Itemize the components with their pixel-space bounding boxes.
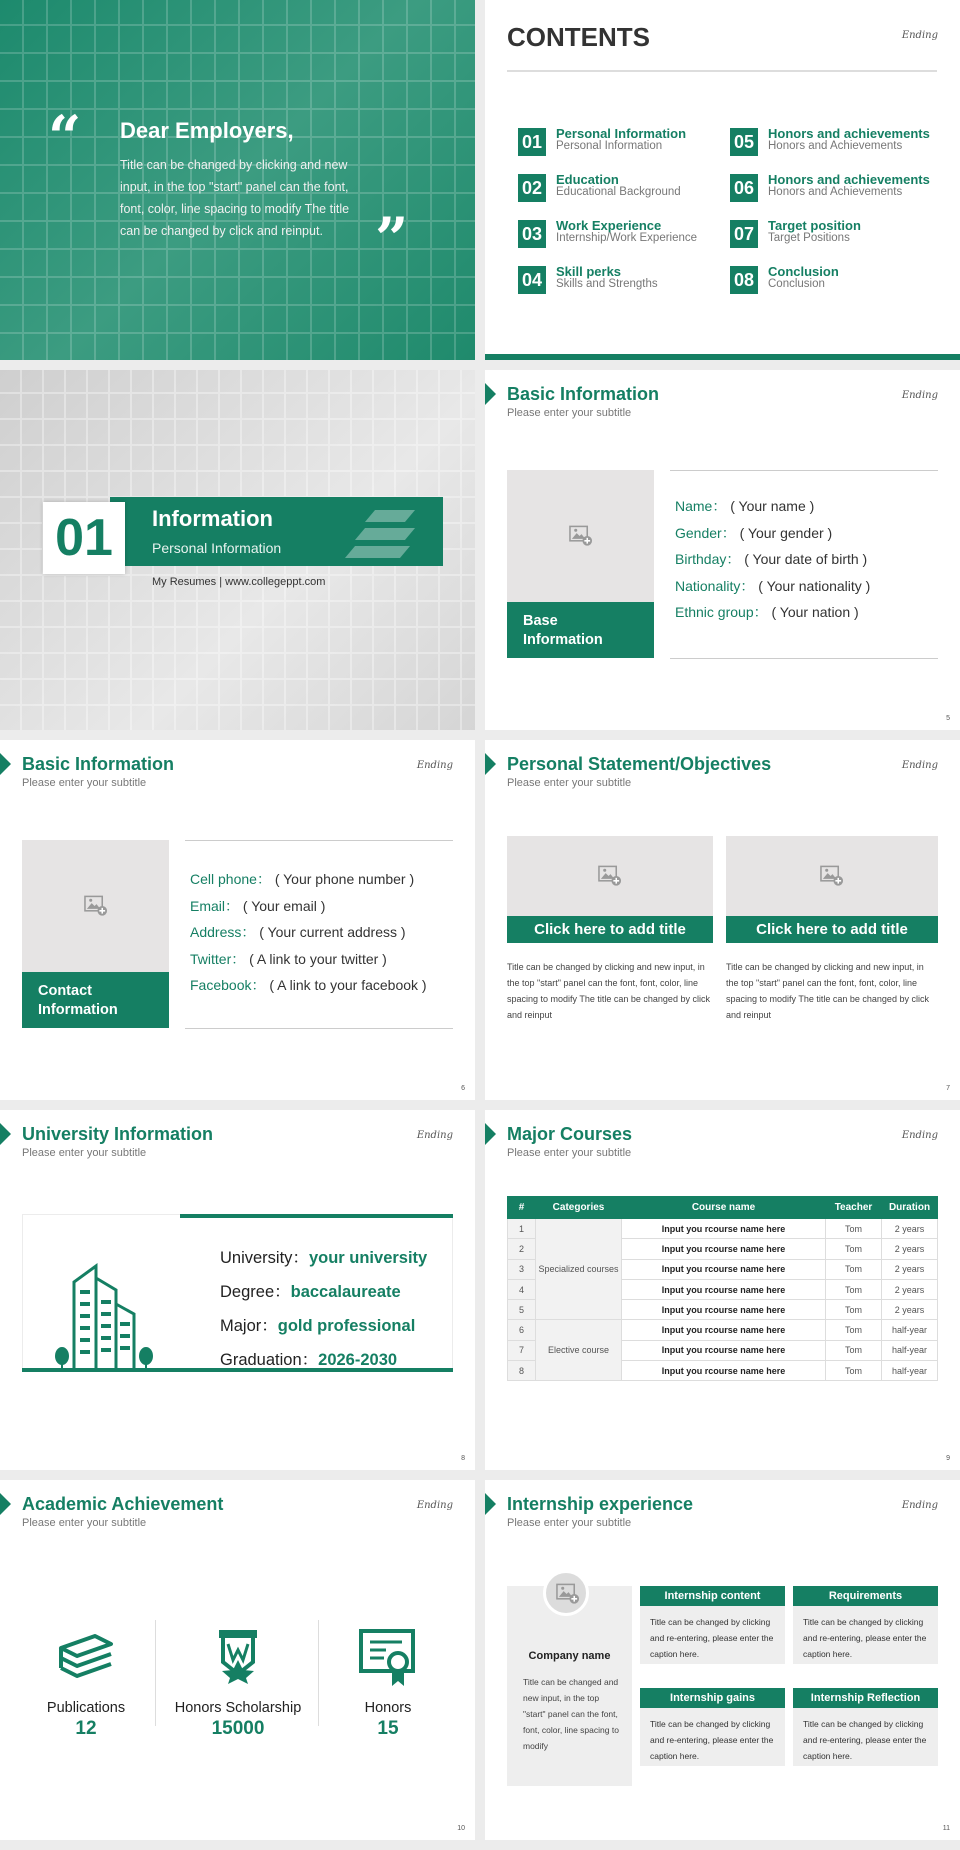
table-row — [508, 1320, 938, 1340]
item-subtitle: Honors and Achievements — [768, 140, 903, 152]
contents-item[interactable] — [518, 218, 728, 258]
info-field — [190, 975, 427, 995]
item-number: 02 — [518, 174, 546, 202]
statement-card — [507, 836, 713, 1023]
divider — [670, 658, 938, 659]
teacher-cell: Tom — [826, 1340, 882, 1360]
item-number: 01 — [518, 128, 546, 156]
duration-cell: half-year — [882, 1320, 938, 1340]
card-title-button[interactable]: Click here to add title — [507, 916, 713, 943]
contents-item[interactable] — [730, 218, 940, 258]
image-placeholder[interactable] — [22, 840, 169, 972]
company-card — [507, 1586, 632, 1786]
item-subtitle: Skills and Strengths — [556, 278, 658, 290]
contents-item[interactable] — [730, 264, 940, 304]
contents-item[interactable] — [730, 126, 940, 166]
slide-title: Academic Achievement — [22, 1494, 224, 1514]
slide-subtitle: Please enter your subtitle — [22, 1147, 147, 1159]
section-footer: My Resumes | www.collegeppt.com — [152, 576, 326, 588]
column-header: Duration — [882, 1197, 938, 1219]
field-key: Twitter： — [190, 950, 246, 967]
course-name: Input you rcourse name here — [622, 1259, 826, 1279]
field-value: ( Your current address ) — [259, 924, 406, 940]
university-field — [220, 1312, 415, 1336]
box-text: Title can be changed by clicking and re-entering, please enter the caption here. — [640, 1708, 785, 1766]
course-name: Input you rcourse name here — [622, 1219, 826, 1239]
open-quote-icon: “ — [48, 103, 82, 171]
buildings-icon — [50, 1260, 170, 1372]
photo-card — [22, 840, 169, 1028]
section-number: 01 — [43, 502, 125, 574]
field-key: Email： — [190, 897, 240, 914]
item-number: 03 — [518, 220, 546, 248]
achievement-item — [168, 1628, 308, 1740]
card-text: Title can be changed by clicking and new input, in the top "start" panel can the font, font, color, line spacing to modify The title can be changed by click and reinput — [726, 962, 929, 1020]
divider — [155, 1620, 156, 1726]
info-box — [793, 1688, 938, 1766]
slide-internship-experience — [485, 1480, 960, 1840]
info-field — [675, 602, 859, 622]
accent-line — [180, 1214, 453, 1218]
university-field — [220, 1244, 427, 1268]
field-key: Degree： — [220, 1283, 291, 1301]
signature-logo: Ending — [416, 1130, 453, 1141]
letter-body: Title can be changed by clicking and new input, in the top "start" panel can the font, font, color, line spacing to modify The title can be changed by click and reinput. — [120, 158, 350, 238]
info-box — [793, 1586, 938, 1664]
field-value: gold professional — [277, 1317, 416, 1335]
divider — [185, 1028, 453, 1029]
title-marker-icon — [485, 383, 496, 405]
field-key: Graduation： — [220, 1351, 319, 1369]
page-number: 5 — [946, 715, 950, 722]
field-key: Major： — [220, 1317, 278, 1335]
signature-logo: Ending — [901, 1130, 938, 1141]
slide-basic-information — [485, 370, 960, 730]
box-text: Title can be changed by clicking and re-entering, please enter the caption here. — [793, 1708, 938, 1766]
field-key: Birthday： — [675, 551, 741, 567]
achievement-label: Honors Scholarship — [174, 1700, 302, 1716]
slide-academic-achievement — [0, 1480, 475, 1840]
field-value: ( A link to your twitter ) — [249, 950, 387, 967]
duration-cell: half-year — [882, 1361, 938, 1381]
box-title: Requirements — [793, 1586, 938, 1606]
item-number: 04 — [518, 266, 546, 294]
slide-subtitle: Please enter your subtitle — [507, 407, 632, 419]
slide-university-information — [0, 1110, 475, 1470]
contents-title: CONTENTS — [507, 22, 650, 52]
add-image-icon — [820, 865, 844, 887]
field-value: your university — [308, 1249, 428, 1267]
page-number: 11 — [942, 1825, 950, 1832]
course-name: Input you rcourse name here — [622, 1279, 826, 1299]
slide-subtitle: Please enter your subtitle — [507, 777, 632, 789]
field-key: Facebook： — [190, 977, 266, 993]
contents-item[interactable] — [518, 264, 728, 304]
item-number: 08 — [730, 266, 758, 294]
medal-icon — [213, 1628, 263, 1688]
title-marker-icon — [0, 1123, 11, 1145]
course-name: Input you rcourse name here — [622, 1320, 826, 1340]
card-title-button[interactable]: Click here to add title — [726, 916, 938, 943]
bottom-accent-bar — [485, 354, 960, 360]
field-value: ( Your name ) — [730, 498, 815, 514]
contents-item[interactable] — [518, 172, 728, 212]
item-title: Honors and achievements — [768, 126, 930, 141]
field-key: Name： — [675, 498, 727, 514]
slide-title: University Information — [22, 1124, 214, 1144]
item-subtitle: Target Positions — [768, 232, 850, 244]
achievement-item — [318, 1628, 458, 1740]
slide-subtitle: Please enter your subtitle — [507, 1147, 632, 1159]
item-title: Skill perks — [556, 264, 622, 279]
item-subtitle: Honors and Achievements — [768, 186, 903, 198]
row-number: 2 — [508, 1239, 536, 1259]
box-title: Internship content — [640, 1586, 785, 1606]
signature-logo: Ending — [416, 1500, 453, 1511]
info-field — [190, 896, 325, 916]
title-marker-icon — [485, 1493, 496, 1515]
add-image-icon — [84, 895, 108, 917]
slide-title: Basic Information — [22, 754, 175, 774]
teacher-cell: Tom — [826, 1320, 882, 1340]
slide-subtitle: Please enter your subtitle — [22, 1517, 147, 1529]
info-field — [675, 576, 870, 596]
field-value: ( Your email ) — [242, 897, 326, 914]
field-value: ( Your date of birth ) — [744, 551, 868, 567]
item-subtitle: Internship/Work Experience — [556, 232, 698, 244]
item-subtitle: Educational Background — [556, 186, 681, 198]
company-logo-placeholder[interactable] — [543, 1570, 589, 1616]
item-number: 07 — [730, 220, 758, 248]
duration-cell: 2 years — [882, 1279, 938, 1299]
field-key: Ethnic group： — [675, 604, 768, 620]
card-label: Contact Information — [22, 972, 169, 1028]
duration-cell: 2 years — [882, 1259, 938, 1279]
row-number: 5 — [508, 1300, 536, 1320]
decorative-stripe — [345, 546, 410, 558]
item-number: 06 — [730, 174, 758, 202]
info-field — [190, 949, 387, 969]
title-marker-icon — [485, 753, 496, 775]
category-cell: Elective course — [536, 1320, 622, 1381]
photo-card — [507, 470, 654, 658]
field-key: Nationality： — [675, 577, 755, 594]
contents-item[interactable] — [730, 172, 940, 212]
field-value: 2026-2030 — [318, 1351, 398, 1369]
column-header: Course name — [622, 1197, 826, 1219]
image-placeholder[interactable] — [507, 470, 654, 602]
page-number: 6 — [461, 1085, 465, 1092]
info-field — [675, 549, 867, 569]
course-name: Input you rcourse name here — [622, 1239, 826, 1259]
page-number: 7 — [946, 1085, 950, 1092]
slide-personal-statement — [485, 740, 960, 1100]
image-placeholder[interactable] — [726, 836, 938, 916]
card-label: Base Information — [507, 602, 654, 658]
achievement-value: 12 — [75, 1718, 97, 1739]
page-number: 10 — [457, 1825, 465, 1832]
statement-card — [726, 836, 938, 1023]
teacher-cell: Tom — [826, 1279, 882, 1299]
row-number: 8 — [508, 1361, 536, 1381]
section-title: Information — [152, 506, 273, 531]
box-text: Title can be changed by clicking and re-entering, please enter the caption here. — [640, 1606, 785, 1664]
course-name: Input you rcourse name here — [622, 1340, 826, 1360]
item-subtitle: Personal Information — [556, 140, 663, 152]
item-subtitle: Conclusion — [768, 278, 825, 290]
info-box — [640, 1688, 785, 1766]
info-field — [190, 922, 406, 942]
column-header: Categories — [536, 1197, 622, 1219]
item-number: 05 — [730, 128, 758, 156]
item-title: Conclusion — [768, 264, 839, 279]
row-number: 3 — [508, 1259, 536, 1279]
add-image-icon — [569, 525, 593, 547]
section-subtitle: Personal Information — [152, 540, 282, 556]
title-marker-icon — [0, 1493, 11, 1515]
slide-cover-letter — [0, 0, 475, 360]
item-title: Target position — [768, 218, 861, 233]
slide-subtitle: Please enter your subtitle — [507, 1517, 632, 1529]
signature-logo: Ending — [901, 30, 938, 41]
row-number: 6 — [508, 1320, 536, 1340]
signature-logo: Ending — [901, 390, 938, 401]
info-box — [640, 1586, 785, 1664]
achievement-label: Honors — [364, 1700, 412, 1716]
page-number: 9 — [946, 1455, 950, 1462]
item-title: Personal Information — [556, 126, 687, 141]
row-number: 7 — [508, 1340, 536, 1360]
field-value: baccalaureate — [290, 1283, 401, 1301]
company-text: Title can be changed and new input, in the top "start" panel can the font, font, color, line spacing to modify — [523, 1677, 619, 1751]
slide-title: Internship experience — [507, 1494, 694, 1514]
title-divider — [507, 70, 937, 72]
card-text: Title can be changed by clicking and new input, in the top "start" panel can the font, font, color, line spacing to modify The title can be changed by click and reinput — [507, 962, 710, 1020]
divider — [670, 470, 938, 471]
course-name: Input you rcourse name here — [622, 1361, 826, 1381]
slide-major-courses — [485, 1110, 960, 1470]
field-key: Gender： — [675, 524, 736, 541]
page-number: 8 — [461, 1455, 465, 1462]
table-row — [508, 1219, 938, 1239]
slide-section-divider — [0, 370, 475, 730]
field-value: ( Your gender ) — [739, 524, 833, 541]
certificate-icon — [358, 1628, 418, 1688]
box-title: Internship Reflection — [793, 1688, 938, 1708]
letter-heading: Dear Employers, — [120, 118, 294, 143]
signature-logo: Ending — [416, 760, 453, 771]
teacher-cell: Tom — [826, 1300, 882, 1320]
achievement-label: Publications — [46, 1700, 126, 1716]
courses-table — [507, 1196, 938, 1381]
info-field — [675, 496, 814, 516]
slide-subtitle: Please enter your subtitle — [22, 777, 147, 789]
title-marker-icon — [485, 1123, 496, 1145]
field-value: ( Your phone number ) — [274, 871, 415, 887]
item-title: Work Experience — [556, 218, 662, 233]
books-icon — [55, 1628, 117, 1684]
decorative-stripe — [355, 528, 415, 540]
add-image-icon — [598, 865, 622, 887]
row-number: 1 — [508, 1219, 536, 1239]
field-key: Cell phone： — [190, 871, 271, 887]
duration-cell: 2 years — [882, 1239, 938, 1259]
achievement-value: 15000 — [211, 1718, 265, 1739]
field-value: ( Your nation ) — [771, 604, 859, 620]
row-number: 4 — [508, 1279, 536, 1299]
add-image-icon — [556, 1583, 580, 1605]
category-cell: Specialized courses — [536, 1219, 622, 1320]
info-field — [675, 523, 832, 543]
field-value: ( Your nationality ) — [758, 577, 871, 594]
image-placeholder[interactable] — [507, 836, 713, 916]
field-key: Address： — [190, 924, 256, 940]
duration-cell: 2 years — [882, 1300, 938, 1320]
signature-logo: Ending — [901, 760, 938, 771]
duration-cell: half-year — [882, 1340, 938, 1360]
column-header: # — [508, 1197, 536, 1219]
university-field — [220, 1346, 397, 1370]
slide-contact-information — [0, 740, 475, 1100]
slide-title: Major Courses — [507, 1124, 633, 1144]
teacher-cell: Tom — [826, 1361, 882, 1381]
teacher-cell: Tom — [826, 1259, 882, 1279]
field-key: University： — [220, 1249, 309, 1267]
duration-cell: 2 years — [882, 1219, 938, 1239]
company-name: Company name — [528, 1650, 611, 1662]
box-text: Title can be changed by clicking and re-entering, please enter the caption here. — [793, 1606, 938, 1664]
close-quote-icon: ” — [375, 205, 409, 273]
signature-logo: Ending — [901, 1500, 938, 1511]
info-field — [190, 869, 414, 889]
title-marker-icon — [0, 753, 11, 775]
column-header: Teacher — [826, 1197, 882, 1219]
achievement-item — [16, 1628, 156, 1740]
achievement-value: 15 — [377, 1718, 399, 1739]
item-title: Honors and achievements — [768, 172, 930, 187]
slide-contents — [485, 0, 960, 360]
slide-title: Basic Information — [507, 384, 660, 404]
teacher-cell: Tom — [826, 1219, 882, 1239]
item-title: Education — [556, 172, 619, 187]
course-name: Input you rcourse name here — [622, 1300, 826, 1320]
field-value: ( A link to your facebook ) — [269, 977, 427, 993]
contents-item[interactable] — [518, 126, 728, 166]
divider — [185, 840, 453, 841]
university-field — [220, 1278, 401, 1302]
box-title: Internship gains — [640, 1688, 785, 1708]
teacher-cell: Tom — [826, 1239, 882, 1259]
slide-title: Personal Statement/Objectives — [507, 754, 772, 774]
